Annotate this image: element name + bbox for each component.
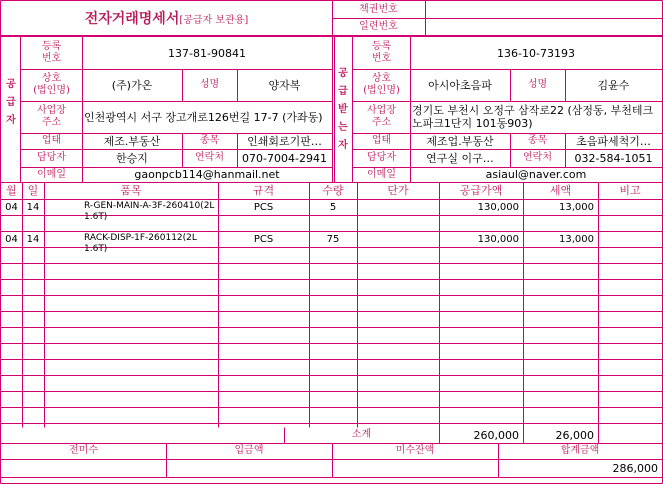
supplier-name: 양자복 — [268, 78, 301, 92]
deposit-label: 입금액 — [234, 445, 264, 456]
header-qty: 수량 — [322, 184, 344, 197]
serial-no-value — [425, 18, 662, 35]
row-spec: PCS — [253, 201, 274, 213]
supplier-address-label: 사업장 주소 — [37, 105, 66, 128]
row-spec: PCS — [253, 233, 274, 245]
header-spec: 규격 — [252, 184, 275, 197]
row-day: 14 — [26, 201, 40, 213]
supplier-phone: 070-7004-2941 — [242, 151, 327, 165]
buyer-biz-type-label: 업태 — [371, 135, 392, 146]
header-tax: 세액 — [549, 184, 572, 197]
grand-total-value: 286,000 — [612, 461, 658, 475]
supplier-biz-type-label: 업태 — [41, 135, 62, 146]
header-unit-price: 단가 — [387, 184, 409, 197]
buyer-biz-type: 제조업.부동산 — [426, 134, 494, 148]
row-qty: 75 — [326, 233, 340, 245]
buyer-reg-no: 136-10-73193 — [497, 46, 575, 60]
header-month: 월 — [6, 184, 17, 197]
buyer-email-label: 이메일 — [367, 168, 396, 180]
buyer-address-label: 사업장 주소 — [367, 105, 396, 128]
supplier-biz-item-label: 종목 — [199, 135, 220, 146]
row-day: 14 — [26, 233, 40, 245]
supplier-side-label: 공급자 — [6, 79, 16, 126]
buyer-biz-item: 초음파세척기… — [576, 134, 651, 148]
balance-label: 미수잔액 — [395, 445, 435, 456]
header-item: 품목 — [120, 184, 142, 197]
buyer-contact-person: 연구실 이구… — [426, 151, 494, 165]
supplier-address: 인천광역시 서구 장고개로126번길 17-7 (가좌동) — [84, 110, 323, 124]
supplier-phone-label: 연락처 — [195, 152, 224, 163]
row-note — [598, 199, 662, 215]
row-qty: 5 — [329, 201, 337, 213]
row-item: RACK-DISP-1F-260112(2L 1.6T) — [84, 233, 197, 254]
row-month: 04 — [5, 233, 18, 245]
header-supply: 공급가액 — [459, 184, 503, 197]
buyer-company-label: 상호 (법인명) — [363, 73, 400, 96]
buyer-contact-label: 담당자 — [367, 152, 396, 163]
row-item: R-GEN-MAIN-A-3F-260410(2L 1.6T) — [84, 201, 215, 222]
buyer-phone: 032-584-1051 — [574, 151, 653, 165]
supplier-biz-type: 제조.부동산 — [103, 134, 161, 148]
balance-value — [332, 459, 498, 477]
supplier-reg-no-label: 등록 번호 — [41, 41, 62, 64]
serial-no-label: 일련번호 — [359, 20, 398, 32]
buyer-biz-item-label: 종목 — [527, 135, 548, 146]
buyer-name-label: 성명 — [527, 79, 548, 90]
book-no-label: 책권번호 — [359, 3, 398, 15]
subtotal-label: 소계 — [351, 429, 372, 440]
document-title — [1, 1, 332, 35]
buyer-address: 경기도 부천시 오정구 삼작로22 (삼정동, 부천테크노파크1단지 101동903) — [412, 104, 654, 130]
supplier-email-label: 이메일 — [37, 168, 66, 180]
row-supply: 130,000 — [477, 233, 519, 245]
unpaid-label: 전미수 — [69, 445, 98, 456]
row-unit-price — [357, 199, 439, 215]
header-note: 비고 — [619, 184, 641, 197]
book-no-value — [425, 1, 662, 18]
row-tax: 13,000 — [559, 201, 594, 213]
title-text: 전자거래명세서 — [84, 11, 180, 27]
supplier-contact-person: 한승지 — [116, 151, 148, 165]
buyer-email: asiaul@naver.com — [485, 168, 587, 181]
supplier-company: (주)가온 — [111, 78, 153, 92]
buyer-company: 아시아초음파 — [428, 78, 492, 92]
subtotal-tax: 26,000 — [555, 428, 594, 442]
buyer-side-label: 공급받는자 — [338, 68, 348, 151]
unpaid-value — [1, 459, 166, 477]
buyer-name: 김윤수 — [597, 78, 630, 92]
subtotal-supply: 260,000 — [473, 428, 519, 442]
grand-total-label: 합계금액 — [560, 445, 600, 456]
row-unit-price — [357, 231, 439, 247]
title-note: [공급자 보관용] — [179, 14, 249, 26]
supplier-name-label: 성명 — [199, 79, 220, 90]
row-note — [598, 231, 662, 247]
supplier-email: gaonpcb114@hanmail.net — [134, 168, 280, 181]
header-day: 일 — [27, 184, 39, 197]
row-tax: 13,000 — [559, 233, 594, 245]
deposit-value — [166, 459, 332, 477]
row-supply: 130,000 — [477, 201, 519, 213]
buyer-phone-label: 연락처 — [523, 152, 552, 163]
supplier-biz-item: 인쇄회로기판… — [247, 134, 322, 148]
supplier-reg-no: 137-81-90841 — [168, 46, 246, 60]
buyer-reg-no-label: 등록 번호 — [371, 41, 392, 64]
row-month: 04 — [5, 201, 18, 213]
supplier-contact-label: 담당자 — [37, 152, 66, 163]
supplier-company-label: 상호 (법인명) — [33, 73, 70, 96]
